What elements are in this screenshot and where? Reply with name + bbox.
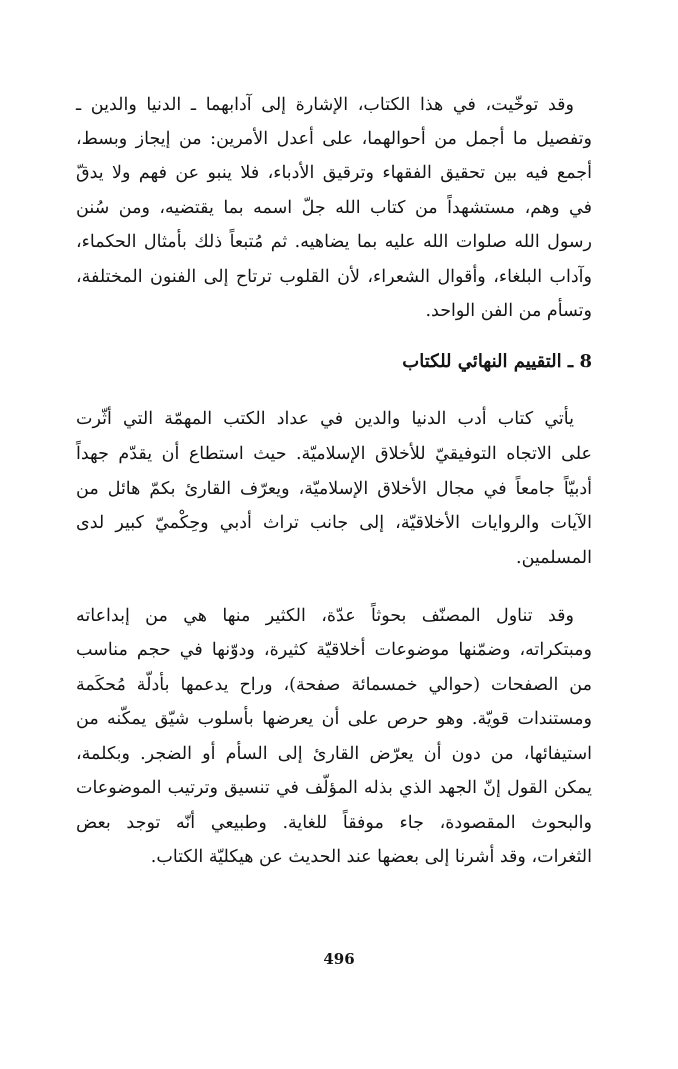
- body-text-line: وقد تناول المصنّف بحوثاً عدّة، الكثير منها هي من إبداعاته: [76, 606, 574, 626]
- section-heading: 8 ـ التقييم النهائي للكتاب: [402, 351, 592, 372]
- body-text-line: أدبيّاً جامعاً في مجال الأخلاق الإسلاميّة، ويعرّف القارئ بكمّ هائل من: [76, 479, 592, 499]
- body-text-line: الثغرات، وقد أشرنا إلى بعضها عند الحديث عن هيكليّة الكتاب.: [150, 847, 592, 867]
- body-text-line: والبحوث المقصودة، جاء موفقاً للغاية. وطبيعي أنّه توجد بعض: [76, 813, 592, 833]
- body-text-line: رسول الله صلوات الله عليه بما يضاهيه. ثم مُتبعاً ذلك بأمثال الحكماء،: [76, 232, 592, 252]
- body-text-line: من الصفحات (حوالي خمسمائة صفحة)، وراح يدعمها بأدلّة مُحكَمة: [76, 675, 592, 695]
- body-text-line: يأتي كتاب أدب الدنيا والدين في عداد الكتب المهمّة التي أثّرت: [76, 409, 574, 429]
- body-text-line: المسلمين.: [516, 548, 592, 568]
- body-text-line: وتسأم من الفن الواحد.: [425, 301, 592, 321]
- body-text-line: استيفائها، من دون أن يعرّض القارئ إلى السأم أو الضجر. وبكلمة،: [76, 744, 592, 764]
- body-text-line: أجمع فيه بين تحقيق الفقهاء وترقيق الأدباء، فلا ينبو عن فهم ولا يدقّ: [76, 163, 592, 183]
- body-text-line: على الاتجاه التوفيقيّ للأخلاق الإسلاميّة. حيث استطاع أن يقدّم جهداً: [76, 444, 592, 464]
- body-text-line: وقد توخّيت، في هذا الكتاب، الإشارة إلى آدابهما ـ الدنيا والدين ـ: [76, 95, 574, 115]
- body-text-line: في وهم، مستشهداً من كتاب الله جلّ اسمه بما يقتضيه، ومن سُنن: [76, 198, 592, 218]
- body-text-line: ومستندات قويّة. وهو حرص على أن يعرضها بأسلوب شيّق يمكّنه من: [76, 709, 592, 729]
- body-text-line: الآيات والروايات الأخلاقيّة، إلى جانب تراث أدبي وحِكْميّ كبير لدى: [76, 513, 592, 533]
- body-text-line: وتفصيل ما أجمل من أحوالهما، على أعدل الأمرين: من إيجاز وبسط،: [76, 129, 592, 149]
- body-text-line: يمكن القول إنّ الجهد الذي بذله المؤلّف في تنسيق وترتيب الموضوعات: [76, 778, 592, 798]
- page-number: 496: [323, 950, 355, 968]
- body-text-line: وآداب البلغاء، وأقوال الشعراء، لأن القلوب ترتاح إلى الفنون المختلفة،: [76, 267, 592, 287]
- body-text-line: ومبتكراته، وضمّنها موضوعات أخلاقيّة كثيرة، ودوّنها في حجم مناسب: [76, 640, 592, 660]
